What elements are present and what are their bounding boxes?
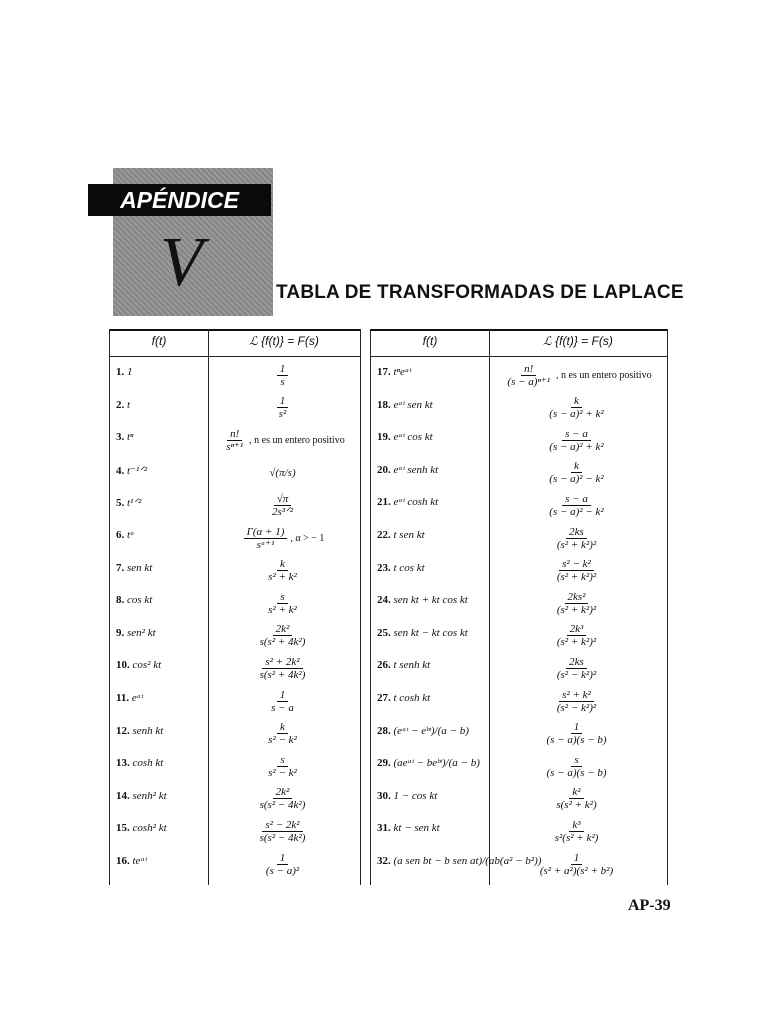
transform-numerator: s² − k² [559,558,594,571]
transform-cell [208,489,360,521]
transform-numerator: k [277,721,288,734]
transform-fraction [244,526,288,551]
table-row [371,652,667,684]
transform-fraction [266,467,298,479]
transform-note: , α > − 1 [290,532,325,544]
transform-cell [489,522,667,554]
header-F: ℒ {f(t)} = F(s) [249,334,319,348]
table-row [371,815,667,847]
function-cell [116,855,147,867]
transform-denominator: s² − k² [268,766,297,779]
transform-numerator: k [571,460,582,473]
function-cell [377,790,437,802]
row-number: 31. [377,822,391,835]
transform-denominator: s² + k² [268,603,297,616]
transform-cell [489,587,667,619]
row-number: 21. [377,496,391,509]
transform-numerator: 2k² [273,623,293,636]
page-title: TABLA DE TRANSFORMADAS DE LAPLACE [276,282,684,303]
table-row [371,848,667,880]
function-expression: kt − sen kt [393,822,440,835]
table-row [371,457,667,489]
table-row [371,685,667,717]
function-cell [116,790,167,802]
transform-denominator: (s² − k²)² [556,701,597,714]
function-cell [377,757,480,769]
function-expression: t¹ᐟ² [127,497,142,510]
transform-fraction [543,721,609,746]
row-number: 28. [377,724,391,737]
transform-numerator: k [571,395,582,408]
transform-denominator: (s − a)² − k² [549,473,604,486]
transform-cell [208,392,360,424]
transform-fraction [546,395,606,420]
function-cell [116,725,163,737]
transform-cell [489,750,667,782]
transform-denominator: s − a [271,701,294,714]
transform-denominator: s² + k² [268,571,297,584]
function-cell [116,659,161,671]
row-number: 26. [377,659,391,672]
table-row [371,783,667,815]
row-number: 32. [377,855,391,867]
table-row [110,587,360,619]
transform-cell [208,424,360,456]
row-number: 11. [116,692,130,704]
transform-fraction [257,786,309,811]
transform-cell [208,750,360,782]
row-number: 16. [116,855,130,867]
function-cell [116,399,130,411]
function-cell [116,464,147,477]
transform-fraction [546,428,606,453]
transform-cell [208,652,360,684]
table-row [371,555,667,587]
table-row [110,489,360,521]
function-cell [116,529,134,541]
function-cell [116,594,152,606]
function-cell [377,496,438,508]
function-expression: cosh² kt [132,822,167,835]
transform-denominator: s(s² − 4k²) [259,799,306,812]
row-number: 5. [116,497,125,510]
table-row [110,685,360,717]
transform-numerator: s [277,754,287,767]
table-row [371,750,667,782]
transform-numerator: 2ks [566,656,587,669]
transform-denominator: (s − a)ⁿ⁺¹ [507,375,551,388]
table-row [371,718,667,750]
transform-cell [208,620,360,652]
transform-cell [208,359,360,391]
transform-fraction [268,689,297,714]
function-cell [377,594,468,606]
function-expression: cos kt [127,594,153,607]
laplace-table-left [109,329,361,885]
laplace-table-right [370,329,668,885]
transform-cell [208,718,360,750]
row-number: 4. [116,464,125,477]
transform-fraction [554,558,599,583]
function-expression: senh² kt [132,789,167,802]
header-F: ℒ {f(t)} = F(s) [543,334,613,348]
transform-denominator: sⁿ⁺¹ [226,440,244,453]
transform-numerator: s − a [562,428,591,441]
transform-fraction [537,852,616,877]
table-row [371,359,667,391]
function-expression: eᵃᵗ senh kt [393,463,439,476]
page-number: AP-39 [628,897,671,914]
transform-numerator: 1 [571,852,583,865]
function-expression: (aeᵃᵗ − beᵇᵗ)/(a − b) [393,757,480,770]
function-expression: cosh kt [132,757,164,770]
transform-fraction [504,363,553,388]
transform-cell [489,489,667,521]
transform-numerator: 2k³ [567,623,587,636]
transform-numerator: 2k² [273,786,293,799]
transform-cell [489,718,667,750]
function-cell [377,529,425,541]
transform-fraction [554,689,599,714]
function-cell [116,822,167,834]
transform-fraction [223,428,246,453]
transform-cell [489,555,667,587]
appendix-numeral: V [160,224,203,301]
transform-denominator: (s² + k²)² [556,636,597,649]
transform-numerator: s² + 2k² [262,656,302,669]
row-number: 3. [116,431,125,444]
transform-note: , n es un entero positivo [249,434,345,446]
transform-fraction [257,819,309,844]
row-number: 6. [116,529,125,541]
function-expression: sen kt − kt cos kt [393,626,468,639]
transform-cell [489,620,667,652]
transform-fraction [546,493,606,518]
transform-numerator: k [277,558,288,571]
function-cell [377,692,430,704]
function-expression: (a sen bt − b sen at)/(ab(a² − b²)) [393,855,542,867]
function-cell [377,431,433,443]
function-expression: t cos kt [393,561,425,574]
transform-fraction [257,623,309,648]
transform-denominator: s(s² + k²) [556,799,597,812]
transform-fraction [265,591,300,616]
row-number: 1. [116,366,125,378]
table-row [110,652,360,684]
function-cell [116,627,156,639]
transform-fraction [257,656,309,681]
function-expression: tᵅ [127,529,135,541]
transform-numerator: n! [227,428,242,441]
header-f: f(t) [422,334,438,348]
function-expression: cos² kt [132,659,162,672]
transform-fraction [546,460,606,485]
function-expression: eᵃᵗ sen kt [393,398,433,411]
function-expression: tⁿeᵃᵗ [393,366,412,378]
function-cell [377,562,425,574]
function-cell [377,659,430,671]
transform-fraction [265,558,300,583]
table-row [371,489,667,521]
table-row [371,620,667,652]
header-f: f(t) [151,334,167,348]
transform-cell [489,392,667,424]
transform-numerator: k³ [569,819,583,832]
function-expression: sen kt [127,561,153,574]
function-cell [116,757,163,769]
function-expression: senh kt [132,724,164,737]
transform-cell [489,359,667,391]
function-expression: 1 − cos kt [393,789,438,802]
transform-cell [489,685,667,717]
function-expression: t⁻¹ᐟ² [127,464,148,477]
transform-denominator: s(s² − 4k²) [259,831,306,844]
row-number: 9. [116,626,125,639]
table-row [110,620,360,652]
function-cell [377,399,433,411]
transform-numerator: n! [521,363,536,376]
table-row [110,783,360,815]
function-expression: eᵃᵗ cosh kt [393,496,439,509]
transform-denominator: (s − a)² [265,864,300,877]
transform-denominator: (s − a)² − k² [549,505,604,518]
function-expression: (eᵃᵗ − eᵇᵗ)/(a − b) [393,724,469,737]
row-number: 19. [377,431,391,444]
transform-denominator: √(π/s) [269,466,296,479]
transform-numerator: k² [569,786,583,799]
row-number: 10. [116,659,130,672]
row-number: 2. [116,398,125,411]
table-row [110,424,360,456]
transform-numerator: √π [274,493,292,506]
transform-fraction [277,363,289,388]
transform-denominator: 2s³ᐟ² [271,505,294,518]
transform-cell [489,652,667,684]
transform-denominator: (s² + k²)² [556,571,597,584]
transform-fraction [554,623,599,648]
transform-denominator: sᵅ⁺¹ [256,538,275,551]
transform-denominator: (s − a)(s − b) [546,734,607,747]
table-row [110,392,360,424]
transform-denominator: s²(s² + k²) [554,831,599,844]
row-number: 27. [377,692,391,704]
row-number: 20. [377,463,391,476]
transform-numerator: Γ(α + 1) [244,526,288,539]
function-expression: eᵃᵗ cos kt [393,431,433,444]
transform-denominator: s(s² + 4k²) [259,636,306,649]
function-cell [116,496,141,509]
table-header [110,329,360,357]
transform-numerator: 1 [277,395,289,408]
transform-fraction [554,591,599,616]
transform-denominator: s² − k² [268,734,297,747]
transform-fraction [543,754,609,779]
transform-fraction [553,786,599,811]
transform-cell [489,783,667,815]
table-row [371,392,667,424]
transform-denominator: (s − a)(s − b) [546,766,607,779]
transform-denominator: (s² + a²)(s² + b²) [539,864,614,877]
function-cell [377,464,438,476]
table-row [371,522,667,554]
transform-denominator: (s − a)² + k² [549,408,604,421]
table-row [110,457,360,489]
row-number: 12. [116,724,130,737]
table-row [110,359,360,391]
transform-cell [208,555,360,587]
transform-numerator: s² + k² [559,689,594,702]
transform-fraction [276,395,290,420]
transform-fraction [554,526,599,551]
transform-fraction [269,493,296,518]
transform-denominator: (s − a)² + k² [549,440,604,453]
function-expression: t senh kt [393,659,431,672]
transform-numerator: s² − 2k² [262,819,302,832]
function-expression: 1 [127,366,133,378]
function-cell [377,627,468,639]
row-number: 23. [377,561,391,574]
transform-fraction [265,721,300,746]
transform-note: , n es un entero positivo [556,369,652,381]
transform-denominator: s(s² + 4k²) [259,668,306,681]
function-expression: t [127,398,131,411]
function-cell [377,725,469,737]
function-expression: sen² kt [127,626,156,639]
transform-denominator: s [280,375,285,388]
table-row [110,815,360,847]
function-cell [116,366,133,378]
transform-cell [208,587,360,619]
transform-fraction [263,852,302,877]
transform-denominator: s² [278,408,287,421]
row-number: 7. [116,561,125,574]
transform-cell [208,815,360,847]
table-row [110,848,360,880]
function-cell [377,822,440,834]
transform-numerator: 1 [277,852,289,865]
function-cell [377,366,411,378]
table-header [371,329,667,357]
function-expression: sen kt + kt cos kt [393,594,468,607]
transform-denominator: (s² + k²)² [556,603,597,616]
transform-denominator: (s² + k²)² [556,538,597,551]
transform-numerator: s [277,591,287,604]
function-expression: tⁿ [127,431,134,444]
function-expression: eᵃᵗ [131,692,144,704]
transform-cell [489,457,667,489]
transform-cell [489,848,667,880]
transform-cell [208,783,360,815]
transform-cell [489,815,667,847]
row-number: 30. [377,789,391,802]
transform-numerator: 2ks [566,526,587,539]
function-expression: teᵃᵗ [132,855,147,867]
transform-numerator: s − a [562,493,591,506]
table-row [371,587,667,619]
row-number: 15. [116,822,130,835]
table-row [371,424,667,456]
transform-cell [208,685,360,717]
function-cell [116,692,143,704]
table-row [110,750,360,782]
table-row [110,718,360,750]
row-number: 18. [377,398,391,411]
row-number: 8. [116,594,125,607]
function-expression: t sen kt [393,529,425,541]
transform-fraction [554,656,599,681]
transform-numerator: s [571,754,581,767]
function-cell [116,562,152,574]
appendix-label: APÉNDICE [88,184,271,216]
row-number: 29. [377,757,391,770]
transform-cell [208,457,360,489]
transform-numerator: 1 [277,363,289,376]
transform-cell [208,522,360,554]
table-row [110,522,360,554]
transform-denominator: (s² − k²)² [556,668,597,681]
function-expression: t cosh kt [393,692,431,704]
row-number: 13. [116,757,130,770]
row-number: 17. [377,366,391,378]
transform-numerator: 2ks² [565,591,589,604]
function-cell [116,431,134,443]
row-number: 14. [116,789,130,802]
transform-fraction [265,754,300,779]
transform-numerator: 1 [277,689,289,702]
transform-numerator: 1 [571,721,583,734]
table-row [110,555,360,587]
row-number: 22. [377,529,391,541]
transform-fraction [552,819,602,844]
row-number: 25. [377,626,391,639]
row-number: 24. [377,594,391,607]
transform-cell [208,848,360,880]
transform-cell [489,424,667,456]
